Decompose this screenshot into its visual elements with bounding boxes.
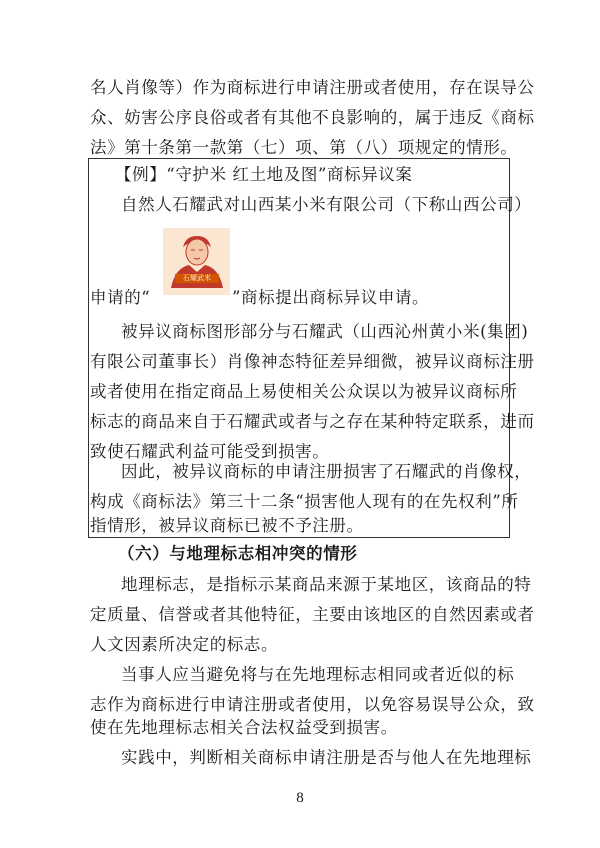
body-line: 当事人应当避免将与在先地理标志相同或者近似的标: [121, 665, 515, 684]
example-body-line: 构成《商标法》第三十二条“损害他人现有的在先权利”所: [90, 492, 519, 511]
example-body-line: 有限公司董事长）肖像神态特征差异细微，被异议商标注册: [90, 352, 535, 371]
apply-suffix: ”商标提出商标异议申请。: [232, 288, 430, 307]
body-line: 定质量、信誉或者其他特征，主要由该地区的自然因素或者: [90, 605, 535, 624]
body-line: 志作为商标进行申请注册或者使用，以免容易误导公众，致: [90, 695, 535, 714]
body-line: 名人肖像等）作为商标进行申请注册或者使用，存在误导公: [90, 78, 535, 97]
body-line: 法》第十条第一款第（七）项、第（八）项规定的情形。: [90, 138, 518, 157]
body-line: 使在先地理标志相关合法权益受到损害。: [90, 718, 398, 737]
body-line: 众、妨害公序良俗或者有其他不良影响的，属于违反《商标: [90, 108, 535, 127]
example-body-line: 致使石耀武利益可能受到损害。: [90, 442, 330, 461]
body-line: 人文因素所决定的标志。: [90, 635, 279, 654]
example-body-line: 标志的商品来自于石耀武或者与之存在某种特定联系，进而: [90, 412, 535, 431]
page-number: 8: [296, 790, 304, 806]
body-line: 实践中，判断相关商标申请注册是否与他人在先地理标: [121, 748, 532, 767]
example-body-line: 被异议商标图形部分与石耀武（山西沁州黄小米(集团): [121, 322, 529, 341]
example-body-line: 或者使用在指定商品上易使相关公众误以为被异议商标所: [90, 382, 518, 401]
apply-prefix: 申请的“: [90, 288, 151, 307]
trademark-logo-image: [163, 228, 230, 295]
logo-text: 石耀武米: [183, 274, 211, 282]
example-title: 【例】“守护米 红土地及图”商标异议案: [115, 165, 413, 184]
section-heading: （六）与地理标志相冲突的情形: [118, 544, 358, 563]
example-body-line: 因此，被异议商标的申请注册损害了石耀武的肖像权，: [121, 462, 532, 481]
body-line: 地理标志，是指标示某商品来源于某地区，该商品的特: [121, 575, 532, 594]
example-intro: 自然人石耀武对山西某小米有限公司（下称山西公司）: [121, 195, 532, 214]
example-body-line: 指情形，被异议商标已被不予注册。: [90, 516, 364, 535]
